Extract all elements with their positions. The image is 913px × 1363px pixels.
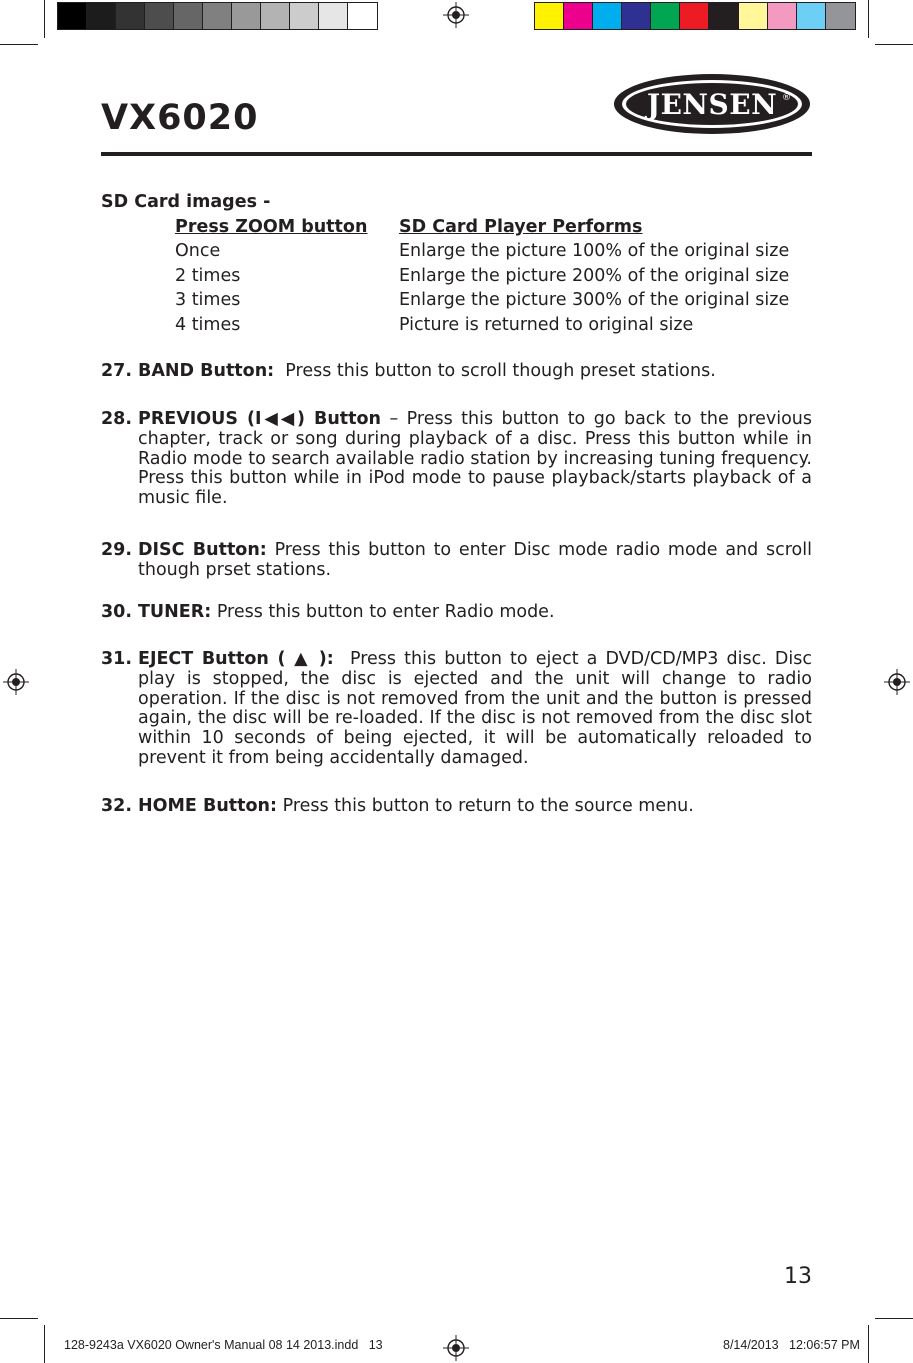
color-swatch [709, 3, 738, 29]
crop-mark [0, 1318, 38, 1319]
item-label: TUNER: [138, 602, 212, 622]
color-swatch [680, 3, 709, 29]
list-item-32 [101, 797, 812, 817]
slug-date: 8/14/2013 12:06:57 PM [723, 1338, 860, 1352]
item-label: DISC Button: [138, 540, 267, 560]
crop-mark [868, 1325, 869, 1363]
color-swatch [797, 3, 826, 29]
registered-mark: ® [782, 93, 791, 103]
list-item-28 [101, 410, 812, 509]
color-swatch [622, 3, 651, 29]
item-label: PREVIOUS (I◀◀) Button [138, 409, 382, 429]
color-swatch [348, 3, 377, 29]
item-text: Press this button to return to the source menu. [282, 796, 694, 816]
performs-text: Enlarge the picture 200% of the original size [399, 266, 790, 286]
color-swatch [116, 3, 145, 29]
item-number: 27. [101, 361, 133, 381]
crop-mark [875, 1318, 913, 1319]
color-swatch [232, 3, 261, 29]
item-number: 29. [101, 540, 133, 560]
color-swatch [319, 3, 348, 29]
crop-mark [0, 44, 38, 45]
registration-mark-icon [3, 669, 29, 695]
color-swatch [203, 3, 232, 29]
performs-text: Enlarge the picture 100% of the original size [399, 241, 790, 261]
model-title: VX6020 [101, 98, 259, 138]
color-swatch [290, 3, 319, 29]
item-number: 31. [101, 649, 133, 669]
list-item-31 [101, 650, 812, 769]
list-item-30 [101, 603, 812, 623]
color-swatch [174, 3, 203, 29]
col-press-header: Press ZOOM button [175, 217, 368, 237]
color-swatch [87, 3, 116, 29]
performs-text: Enlarge the picture 300% of the original size [399, 290, 790, 310]
performs-text: Picture is returned to original size [399, 315, 694, 335]
slug-file-name: 128-9243a VX6020 Owner's Manual 08 14 2013.indd 13 [64, 1338, 383, 1352]
color-swatch [768, 3, 797, 29]
press-count: 2 times [175, 266, 241, 286]
press-count: 3 times [175, 290, 241, 310]
color-swatch [261, 3, 290, 29]
crop-mark [44, 1325, 45, 1363]
color-swatch [535, 3, 564, 29]
color-swatch [739, 3, 768, 29]
item-number: 28. [101, 409, 133, 429]
jensen-logo [612, 72, 812, 136]
brand-wordmark: JENSEN [646, 88, 778, 121]
item-text: Press this button to enter Disc mode radio mode and scroll though prset stations. [138, 540, 812, 580]
registration-mark-icon [443, 2, 469, 28]
color-swatch [564, 3, 593, 29]
grayscale-color-bar [57, 2, 378, 30]
process-color-bar [534, 2, 856, 30]
list-item-29 [101, 541, 812, 581]
color-swatch [145, 3, 174, 29]
item-text: Press this button to eject a DVD/CD/MP3 disc. Disc play is stopped, the disc is ejected and the unit will change to radio operation. If the disc is not removed from the unit and the button is pressed again, the disc will be re-loaded. If the disc is not removed from the disc slot within 10 seconds of being ejected, it will be automatically reloaded to prevent it from being accidentally damaged. [138, 649, 812, 768]
registration-mark-icon [443, 1335, 469, 1361]
crop-mark [875, 44, 913, 45]
press-count: 4 times [175, 315, 241, 335]
press-count: Once [175, 241, 221, 261]
color-swatch [58, 3, 87, 29]
item-label: BAND Button: [138, 361, 275, 381]
item-number: 30. [101, 602, 133, 622]
item-label: HOME Button: [138, 796, 277, 816]
registration-mark-icon [884, 669, 910, 695]
color-swatch [826, 3, 855, 29]
crop-mark [44, 0, 45, 38]
crop-mark [868, 0, 869, 38]
color-swatch [593, 3, 622, 29]
item-text: – Press this button to go back to the previous chapter, track or song during playback of a disc. Press this button while in Radio mode to search available radio station by increasing tuning frequency. Press this button while in iPod mode to pause playback/starts playback of a music file. [138, 409, 812, 509]
col-performs-header: SD Card Player Performs [399, 217, 643, 237]
list-item-27 [101, 362, 812, 382]
item-number: 32. [101, 796, 133, 816]
header-rule [101, 152, 812, 156]
item-label: EJECT Button ( ▲ ): [138, 649, 334, 669]
sd-card-heading: SD Card images - [101, 192, 271, 212]
color-swatch [651, 3, 680, 29]
item-text: Press this button to scroll though preset stations. [285, 361, 716, 381]
page-number: 13 [784, 1264, 812, 1289]
item-text: Press this button to enter Radio mode. [216, 602, 555, 622]
